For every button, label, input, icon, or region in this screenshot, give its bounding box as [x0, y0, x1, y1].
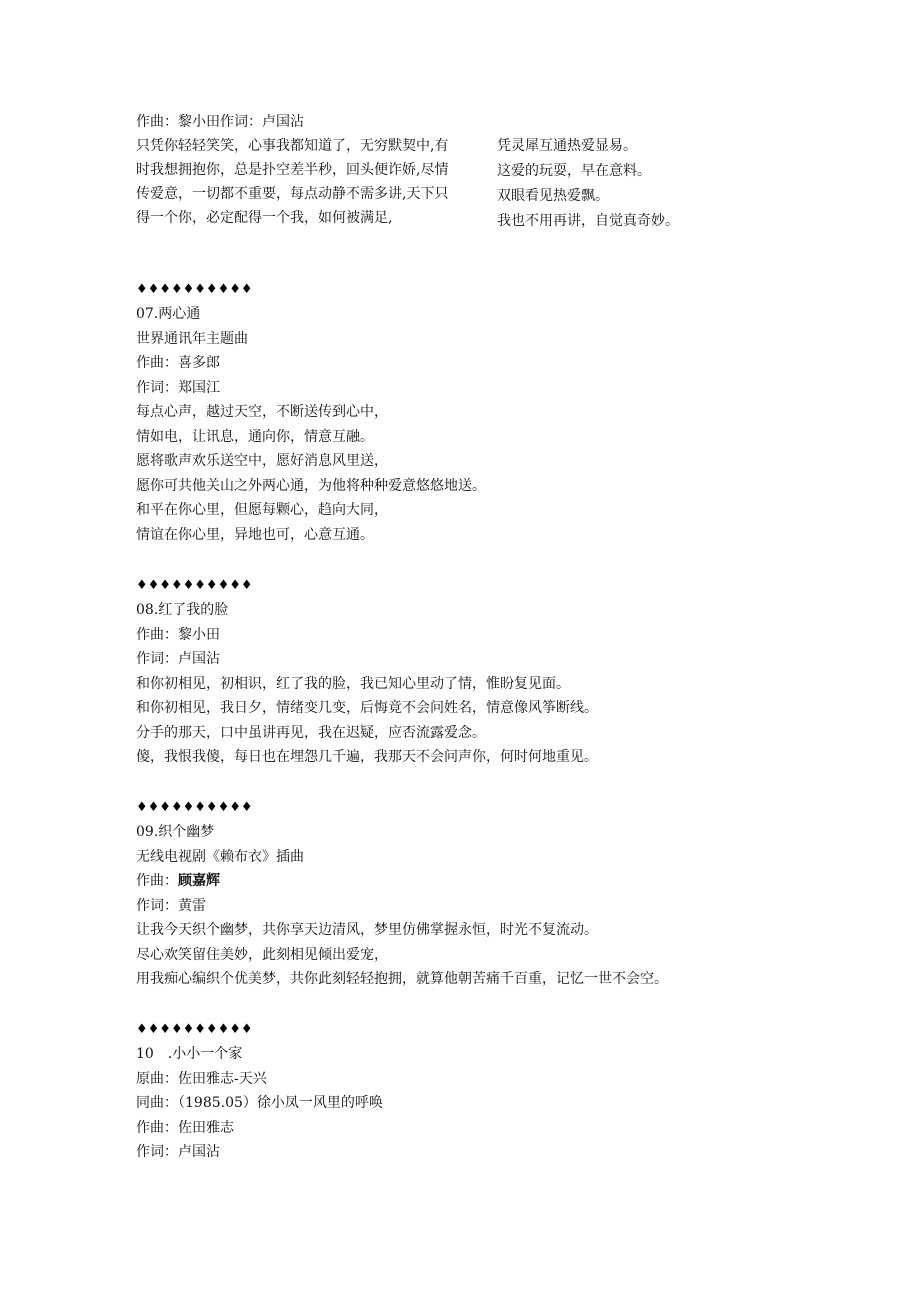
- lyric-line: 让我今天织个幽梦，共你享天边清风，梦里仿佛掌握永恒，时光不复流动。: [136, 922, 598, 938]
- song-section-09: [136, 796, 776, 992]
- lyric-line: 每点心声，越过天空，不断送传到心中，: [136, 404, 388, 420]
- lyric-line: 凭灵犀互通热爱显易。: [497, 138, 637, 154]
- lyric-line: 愿将歌声欢乐送空中，愿好消息风里送，: [136, 453, 388, 469]
- song-section-07: [136, 278, 776, 547]
- song-section-08: [136, 574, 776, 770]
- diamond-separator: ♦♦♦♦♦♦♦♦♦♦: [136, 578, 253, 593]
- song-title: 07.两心通: [136, 306, 201, 322]
- song-subtitle: 世界通讯年主题曲: [136, 330, 248, 347]
- song-subtitle: 无线电视剧《赖布衣》插曲: [136, 848, 304, 865]
- composer-name: 顾嘉辉: [178, 873, 220, 889]
- composer-label: 作曲：: [136, 873, 178, 889]
- original-song-line: 原曲：佐田雅志-天兴: [136, 1070, 267, 1087]
- song-title: 09.织个幽梦: [136, 824, 215, 840]
- lyricist-line: 作词：郑国江: [136, 379, 220, 396]
- lyric-line: 傻，我恨我傻，每日也在埋怨几千遍，我那天不会问声你，何时何地重见。: [136, 749, 598, 765]
- lyricist-line: 作词：卢国沾: [136, 1144, 220, 1160]
- lyric-line: 这爱的玩耍，早在意料。: [497, 163, 651, 179]
- lyric-line: 时我想拥抱你，总是扑空差半秒，回头便诈娇,尽情: [136, 162, 449, 178]
- composer-line: 作曲：佐田雅志: [136, 1119, 234, 1136]
- lyric-line: 我也不用再讲，自觉真奇妙。: [497, 213, 679, 229]
- lyric-line: 只凭你轻轻笑笑，心事我都知道了，无穷默契中,有: [136, 138, 449, 154]
- lyric-line: 情如电，让讯息，通向你，情意互融。: [136, 428, 374, 445]
- lyric-line: 愿你可共他关山之外两心通，为他将种种爱意悠悠地送。: [136, 477, 486, 494]
- diamond-separator: ♦♦♦♦♦♦♦♦♦♦: [136, 282, 253, 297]
- lyricist-line: 作词：黄雷: [136, 897, 206, 914]
- composer-line: 作曲：黎小田: [136, 626, 220, 643]
- lyric-line: 情谊在你心里，异地也可，心意互通。: [136, 526, 374, 543]
- lyricist-line: 作词：卢国沾: [136, 651, 220, 667]
- credit-line: 作曲：黎小田作词：卢国沾: [136, 114, 304, 130]
- lyric-line: 分手的那天，口中虽讲再见，我在迟疑，应否流露爱念。: [136, 724, 486, 741]
- lyric-line: 得一个你，必定配得一个我，如何被满足,: [136, 210, 393, 226]
- lyric-line: 尽心欢笑留住美妙，此刻相见倾出爱宠，: [136, 946, 388, 963]
- lyric-line: 用我痴心编织个优美梦，共你此刻轻轻抱拥，就算他朝苦痛千百重，记忆一世不会空。: [136, 971, 668, 987]
- song-section-10: [136, 1018, 776, 1165]
- intro-right-column: [497, 134, 757, 234]
- composer-line: [136, 869, 776, 894]
- lyric-line: 和平在你心里，但愿每颗心，趋向大同，: [136, 502, 388, 518]
- lyric-line: 和你初相见，我日夕，情绪变几变，后悔竟不会问姓名，情意像风筝断线。: [136, 700, 598, 716]
- composer-line: 作曲：喜多郎: [136, 355, 220, 371]
- lyric-line: 传爱意，一切都不重要，每点动静不需多讲,天下只: [136, 186, 449, 202]
- lyric-line: 双眼看见热爱飘。: [497, 188, 609, 204]
- song-title: 10 .小小一个家: [136, 1046, 243, 1062]
- same-tune-line: 同曲：（1985.05）徐小凤一风里的呼唤: [136, 1095, 383, 1111]
- song-title: 08.红了我的脸: [136, 602, 229, 618]
- intro-left-column: [136, 110, 488, 230]
- diamond-separator: ♦♦♦♦♦♦♦♦♦♦: [136, 800, 253, 815]
- diamond-separator: ♦♦♦♦♦♦♦♦♦♦: [136, 1022, 253, 1037]
- lyric-line: 和你初相见，初相识，红了我的脸，我已知心里动了情，惟盼复见面。: [136, 675, 570, 692]
